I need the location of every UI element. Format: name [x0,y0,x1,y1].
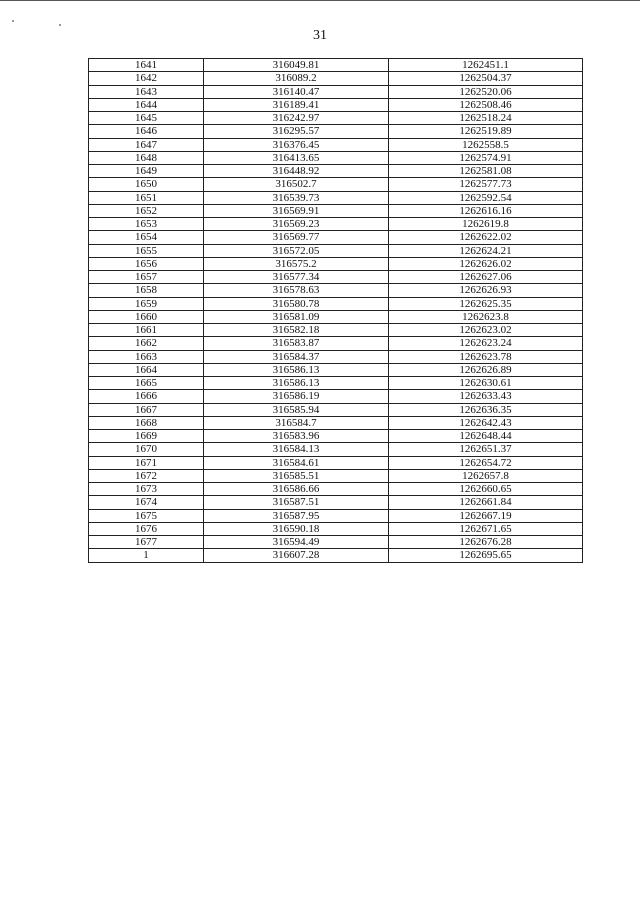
table-row [89,178,583,191]
x-coordinate-cell: 316572.05 [204,244,389,257]
point-number-cell: 1669 [89,430,204,443]
table-row [89,151,583,164]
y-coordinate-cell: 1262622.02 [389,231,583,244]
scan-top-edge [0,0,640,1]
y-coordinate-cell: 1262616.16 [389,204,583,217]
table-row [89,443,583,456]
x-coordinate-cell: 316586.13 [204,363,389,376]
table-row [89,549,583,562]
point-number-cell: 1677 [89,536,204,549]
point-number-cell: 1646 [89,125,204,138]
y-coordinate-cell: 1262627.06 [389,271,583,284]
point-number-cell: 1664 [89,363,204,376]
y-coordinate-cell: 1262623.78 [389,350,583,363]
point-number-cell: 1651 [89,191,204,204]
x-coordinate-cell: 316586.19 [204,390,389,403]
point-number-cell: 1653 [89,218,204,231]
x-coordinate-cell: 316295.57 [204,125,389,138]
y-coordinate-cell: 1262626.89 [389,363,583,376]
coordinates-table [88,58,583,563]
point-number-cell: 1644 [89,98,204,111]
table-row [89,59,583,72]
table-row [89,416,583,429]
table-row [89,138,583,151]
x-coordinate-cell: 316578.63 [204,284,389,297]
point-number-cell: 1645 [89,112,204,125]
x-coordinate-cell: 316575.2 [204,257,389,270]
y-coordinate-cell: 1262625.35 [389,297,583,310]
y-coordinate-cell: 1262626.93 [389,284,583,297]
x-coordinate-cell: 316376.45 [204,138,389,151]
y-coordinate-cell: 1262577.73 [389,178,583,191]
table-row [89,377,583,390]
x-coordinate-cell: 316607.28 [204,549,389,562]
x-coordinate-cell: 316583.87 [204,337,389,350]
x-coordinate-cell: 316242.97 [204,112,389,125]
table-row [89,456,583,469]
table-row [89,496,583,509]
table-row [89,522,583,535]
table-row [89,244,583,257]
point-number-cell: 1663 [89,350,204,363]
table-row [89,337,583,350]
table-row [89,85,583,98]
point-number-cell: 1673 [89,483,204,496]
y-coordinate-cell: 1262504.37 [389,72,583,85]
table-row [89,204,583,217]
x-coordinate-cell: 316189.41 [204,98,389,111]
y-coordinate-cell: 1262623.8 [389,310,583,323]
x-coordinate-cell: 316569.91 [204,204,389,217]
x-coordinate-cell: 316584.61 [204,456,389,469]
y-coordinate-cell: 1262623.02 [389,324,583,337]
y-coordinate-cell: 1262642.43 [389,416,583,429]
table-row [89,483,583,496]
point-number-cell: 1674 [89,496,204,509]
y-coordinate-cell: 1262592.54 [389,191,583,204]
y-coordinate-cell: 1262630.61 [389,377,583,390]
point-number-cell: 1648 [89,151,204,164]
x-coordinate-cell: 316569.23 [204,218,389,231]
point-number-cell: 1649 [89,165,204,178]
table-row [89,218,583,231]
point-number-cell: 1671 [89,456,204,469]
point-number-cell: 1670 [89,443,204,456]
y-coordinate-cell: 1262518.24 [389,112,583,125]
coordinates-table-body [89,59,583,563]
point-number-cell: 1665 [89,377,204,390]
y-coordinate-cell: 1262671.65 [389,522,583,535]
x-coordinate-cell: 316502.7 [204,178,389,191]
table-row [89,191,583,204]
x-coordinate-cell: 316586.66 [204,483,389,496]
x-coordinate-cell: 316448.92 [204,165,389,178]
y-coordinate-cell: 1262661.84 [389,496,583,509]
y-coordinate-cell: 1262451.1 [389,59,583,72]
y-coordinate-cell: 1262657.8 [389,469,583,482]
y-coordinate-cell: 1262648.44 [389,430,583,443]
table-row [89,125,583,138]
point-number-cell: 1659 [89,297,204,310]
x-coordinate-cell: 316413.65 [204,151,389,164]
x-coordinate-cell: 316584.7 [204,416,389,429]
y-coordinate-cell: 1262667.19 [389,509,583,522]
table-row [89,350,583,363]
table-row [89,390,583,403]
y-coordinate-cell: 1262508.46 [389,98,583,111]
table-row [89,257,583,270]
x-coordinate-cell: 316585.94 [204,403,389,416]
point-number-cell: 1672 [89,469,204,482]
x-coordinate-cell: 316587.51 [204,496,389,509]
table-row [89,310,583,323]
table-row [89,98,583,111]
point-number-cell: 1652 [89,204,204,217]
y-coordinate-cell: 1262581.08 [389,165,583,178]
y-coordinate-cell: 1262651.37 [389,443,583,456]
x-coordinate-cell: 316577.34 [204,271,389,284]
point-number-cell: 1 [89,549,204,562]
y-coordinate-cell: 1262636.35 [389,403,583,416]
x-coordinate-cell: 316569.77 [204,231,389,244]
y-coordinate-cell: 1262676.28 [389,536,583,549]
y-coordinate-cell: 1262695.65 [389,549,583,562]
y-coordinate-cell: 1262619.8 [389,218,583,231]
y-coordinate-cell: 1262520.06 [389,85,583,98]
point-number-cell: 1676 [89,522,204,535]
y-coordinate-cell: 1262519.89 [389,125,583,138]
y-coordinate-cell: 1262633.43 [389,390,583,403]
point-number-cell: 1660 [89,310,204,323]
x-coordinate-cell: 316582.18 [204,324,389,337]
point-number-cell: 1647 [89,138,204,151]
scan-speck [12,20,14,22]
page-number: 31 [313,28,327,43]
point-number-cell: 1675 [89,509,204,522]
table-row [89,165,583,178]
x-coordinate-cell: 316089.2 [204,72,389,85]
y-coordinate-cell: 1262574.91 [389,151,583,164]
table-row [89,509,583,522]
point-number-cell: 1641 [89,59,204,72]
y-coordinate-cell: 1262660.65 [389,483,583,496]
table-row [89,72,583,85]
table-row [89,430,583,443]
y-coordinate-cell: 1262558.5 [389,138,583,151]
point-number-cell: 1643 [89,85,204,98]
y-coordinate-cell: 1262623.24 [389,337,583,350]
table-row [89,536,583,549]
point-number-cell: 1642 [89,72,204,85]
x-coordinate-cell: 316581.09 [204,310,389,323]
y-coordinate-cell: 1262626.02 [389,257,583,270]
table-row [89,403,583,416]
table-row [89,469,583,482]
scan-speck [59,24,61,26]
point-number-cell: 1662 [89,337,204,350]
x-coordinate-cell: 316049.81 [204,59,389,72]
point-number-cell: 1661 [89,324,204,337]
x-coordinate-cell: 316586.13 [204,377,389,390]
x-coordinate-cell: 316590.18 [204,522,389,535]
x-coordinate-cell: 316539.73 [204,191,389,204]
table-row [89,324,583,337]
point-number-cell: 1658 [89,284,204,297]
point-number-cell: 1656 [89,257,204,270]
table-row [89,112,583,125]
point-number-cell: 1668 [89,416,204,429]
point-number-cell: 1655 [89,244,204,257]
table-row [89,284,583,297]
table-row [89,231,583,244]
table-row [89,363,583,376]
point-number-cell: 1667 [89,403,204,416]
table-row [89,271,583,284]
x-coordinate-cell: 316140.47 [204,85,389,98]
point-number-cell: 1650 [89,178,204,191]
point-number-cell: 1657 [89,271,204,284]
x-coordinate-cell: 316585.51 [204,469,389,482]
x-coordinate-cell: 316587.95 [204,509,389,522]
x-coordinate-cell: 316580.78 [204,297,389,310]
point-number-cell: 1666 [89,390,204,403]
y-coordinate-cell: 1262624.21 [389,244,583,257]
x-coordinate-cell: 316594.49 [204,536,389,549]
point-number-cell: 1654 [89,231,204,244]
table-row [89,297,583,310]
x-coordinate-cell: 316583.96 [204,430,389,443]
x-coordinate-cell: 316584.13 [204,443,389,456]
x-coordinate-cell: 316584.37 [204,350,389,363]
y-coordinate-cell: 1262654.72 [389,456,583,469]
